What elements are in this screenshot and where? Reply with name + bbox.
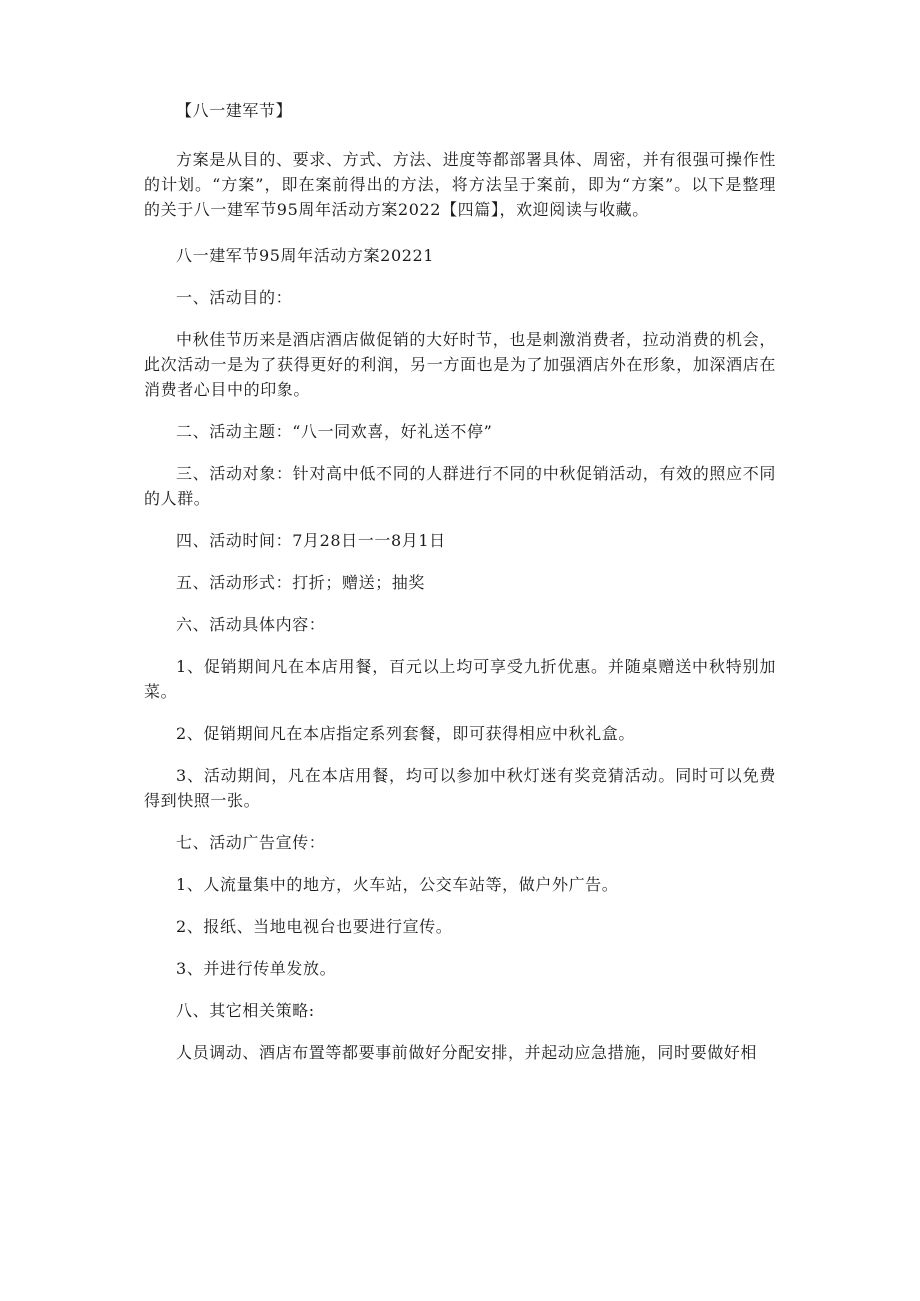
paragraph-time: 四、活动时间：7月28日一一8月1日 [176,531,446,550]
list-item: 1、人流量集中的地方，火车站，公交车站等，做户外广告。 [176,875,619,894]
heading-other-strategies: 八、其它相关策略: [176,1001,315,1020]
heading-purpose: 一、活动目的： [176,288,293,307]
document-body [144,98,776,1082]
paragraph-audience: 三、活动对象：针对高中低不同的人群进行不同的中秋促销活动，有效的照应不同的人群。 [144,464,776,508]
list-item: 2、报纸、当地电视台也要进行宣传。 [176,917,453,936]
intro-paragraph: 方案是从目的、要求、方式、方法、进度等都部署具体、周密，并有很强可操作性的计划。“方案”，即在案前得出的方法，将方法呈于案前，即为“方案”。以下是整理的关于八一建军节95周年活动方案2022【四篇】，欢迎阅读与收藏。 [144,150,776,219]
list-item: 3、活动期间，凡在本店用餐，均可以参加中秋灯迷有奖竞猜活动。同时可以免费得到快照一张。 [144,766,776,810]
heading-content: 六、活动具体内容： [176,615,326,634]
heading-theme: 二、活动主题：“八一同欢喜，好礼送不停” [176,422,493,441]
list-item: 3、并进行传单发放。 [176,959,337,978]
section-title: 八一建军节95周年活动方案20221 [176,246,435,265]
list-item: 2、促销期间凡在本店指定系列套餐，即可获得相应中秋礼盒。 [176,724,635,743]
paragraph-staffing: 人员调动、酒店布置等都要事前做好分配安排，并起动应急措施，同时要做好相 [176,1043,758,1062]
list-item: 1、促销期间凡在本店用餐，百元以上均可享受九折优惠。并随桌赠送中秋特别加菜。 [144,657,776,701]
paragraph-purpose: 中秋佳节历来是酒店酒店做促销的大好时节，也是刺激消费者，拉动消费的机会，此次活动一是为了获得更好的利润，另一方面也是为了加强酒店外在形象，加深酒店在消费者心目中的印象。 [144,330,776,399]
paragraph-format: 五、活动形式：打折；赠送；抽奖 [176,573,426,592]
heading-advertising: 七、活动广告宣传： [176,833,326,852]
category-tag: 【八一建军节】 [176,101,293,120]
